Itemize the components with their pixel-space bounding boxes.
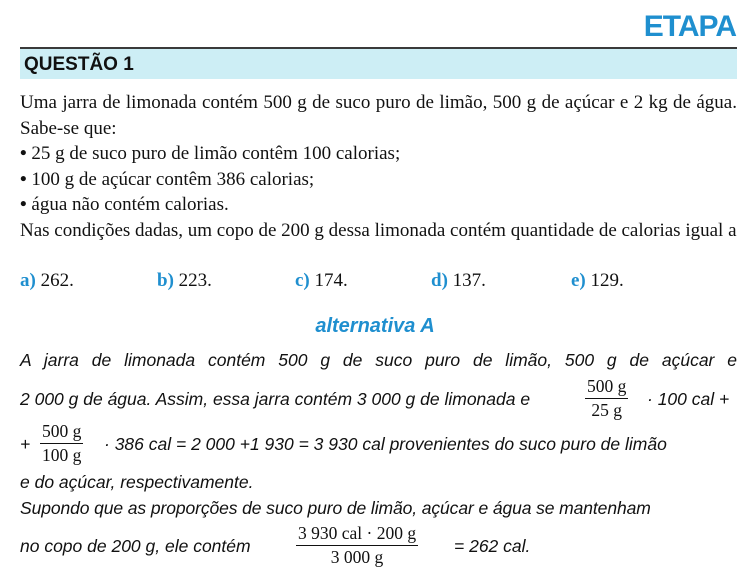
option-value: 137. [452, 270, 486, 291]
option-b[interactable] [157, 270, 212, 292]
option-value: 174. [314, 270, 348, 291]
solution-line-3: · 386 cal = 2 000 +1 930 = 3 930 cal provenientes do suco puro de limão [104, 434, 667, 454]
fraction-denominator: 25 g [591, 400, 622, 420]
option-a[interactable] [20, 270, 74, 292]
option-d[interactable] [431, 270, 486, 292]
fraction-sugar-ratio [40, 421, 83, 466]
etapa-logo: ETAPA [643, 10, 736, 43]
solution-line-5: Supondo que as proporções de suco puro de limão, açúcar e água se mantenham [20, 498, 651, 518]
fraction-numerator: 500 g [585, 376, 628, 399]
statement-bullet: • 25 g de suco puro de limão contêm 100 calorias; [20, 141, 737, 167]
question-header [20, 47, 737, 79]
solution-line-1: A jarra de limonada contém 500 g de suco puro de limão, 500 g de açúcar e [20, 350, 737, 370]
answer-options [20, 270, 737, 294]
solution-line-6: no copo de 200 g, ele contém [20, 536, 251, 556]
solution-plus-sign: + [20, 434, 31, 454]
statement-bullet: • 100 g de açúcar contêm 386 calorias; [20, 167, 737, 193]
option-value: 223. [178, 270, 212, 291]
solution-line-4: e do açúcar, respectivamente. [20, 472, 254, 492]
option-letter: a) [20, 270, 36, 291]
statement-question: Nas condições dadas, um copo de 200 g dessa limonada contém quantidade de calorias igual a [20, 219, 737, 241]
fraction-numerator: 3 930 cal · 200 g [296, 523, 418, 546]
fraction-lemon-ratio [585, 376, 628, 421]
fraction-denominator: 3 000 g [330, 547, 384, 567]
solution-line-6-tail: = 262 cal. [454, 536, 531, 556]
statement-bullet: • água não contém calorias. [20, 192, 737, 218]
statement-intro: Uma jarra de limonada contém 500 g de suco puro de limão, 500 g de açúcar e 2 kg de água. Sabe-se que: [20, 92, 737, 139]
option-letter: d) [431, 270, 448, 291]
option-letter: b) [157, 270, 174, 291]
option-letter: c) [295, 270, 310, 291]
answer-heading: alternativa A [315, 315, 435, 337]
question-statement [20, 90, 737, 243]
option-letter: e) [571, 270, 586, 291]
solution-line-2: 2 000 g de água. Assim, essa jarra contém 3 000 g de limonada e [20, 389, 531, 409]
fraction-numerator: 500 g [40, 421, 83, 444]
question-title: QUESTÃO 1 [24, 54, 134, 75]
solution-line-2-tail: · 100 cal + [647, 389, 730, 409]
fraction-denominator: 100 g [42, 445, 82, 465]
fraction-cup-calories [296, 523, 418, 568]
option-c[interactable] [295, 270, 348, 292]
option-value: 262. [40, 270, 74, 291]
option-value: 129. [590, 270, 624, 291]
option-e[interactable] [571, 270, 624, 292]
